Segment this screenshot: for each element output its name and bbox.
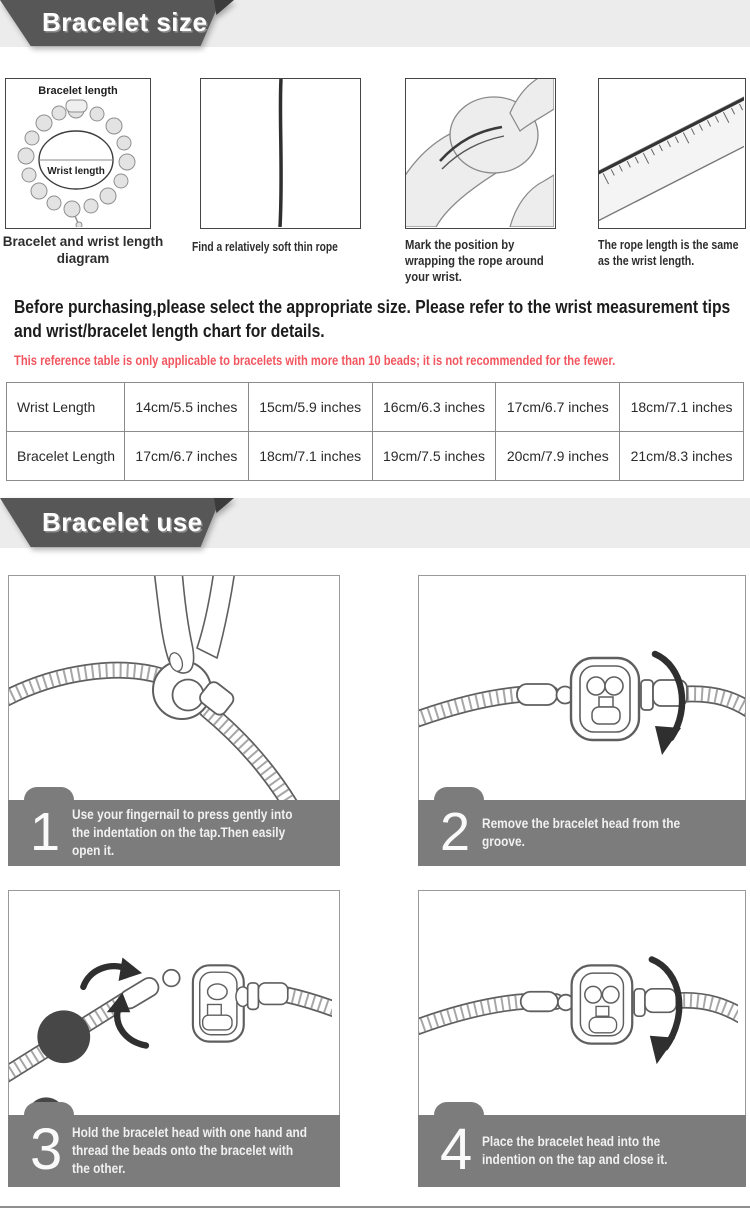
wrist-value: 14cm/5.5 inches <box>125 383 249 432</box>
step1-number-bump <box>24 787 74 800</box>
figure-wrist-wrap <box>405 78 556 229</box>
bracelet-size-banner <box>0 0 236 46</box>
bracelet-length-label: Bracelet length <box>38 85 118 97</box>
banner-ribbon-fold-icon <box>214 498 234 513</box>
wrist-length-header: Wrist Length <box>7 383 125 432</box>
bracelet-value: 21cm/8.3 inches <box>620 432 744 481</box>
bracelet-length-header: Bracelet Length <box>7 432 125 481</box>
step-panel-2 <box>418 575 746 866</box>
bracelet-value: 20cm/7.9 inches <box>496 432 620 481</box>
step2-illustration <box>419 576 745 800</box>
bracelet-value: 17cm/6.7 inches <box>125 432 249 481</box>
bracelet-use-banner <box>0 498 236 547</box>
wrist-length-label: Wrist length <box>47 166 105 177</box>
caption-rope: Find a relatively soft thin rope <box>192 240 338 254</box>
figure-rope <box>200 78 361 229</box>
step3-number: 3 <box>30 1116 63 1182</box>
step4-number: 4 <box>440 1116 473 1182</box>
size-table <box>6 382 744 481</box>
step4-text: Place the bracelet head into the indention on the tap and close it. <box>482 1133 668 1167</box>
step-panel-1 <box>8 575 340 866</box>
bracelet-use-title: Bracelet use <box>42 506 203 537</box>
step3-illustration <box>9 891 332 1115</box>
wrist-value: 16cm/6.3 inches <box>372 383 496 432</box>
table-row-bracelet <box>7 432 744 481</box>
bracelet-value: 18cm/7.1 inches <box>248 432 372 481</box>
caption-ruler: The rope length is the same as the wrist length. <box>598 238 739 268</box>
step3-caption-bar <box>8 1115 340 1187</box>
ruler-illustration <box>599 79 744 227</box>
wrist-wrap-illustration <box>406 79 554 227</box>
step2-number: 2 <box>440 801 471 862</box>
bracelet-diagram-illustration <box>6 79 149 227</box>
step-panel-4 <box>418 890 746 1187</box>
size-note-text: This reference table is only applicable to bracelets with more than 10 beads; it is not recommended for the fewer. <box>14 352 616 368</box>
step1-illustration <box>9 576 339 800</box>
wrist-value: 15cm/5.9 inches <box>248 383 372 432</box>
caption-bracelet-diagram: Bracelet and wrist length diagram <box>2 234 164 267</box>
figure-ruler <box>598 78 746 229</box>
caption-wrist-wrap: Mark the position by wrapping the rope around your wrist. <box>405 238 544 284</box>
bracelet-size-title: Bracelet size <box>42 6 208 37</box>
step4-number-bump <box>434 1102 484 1115</box>
step4-caption-bar <box>418 1115 746 1187</box>
step2-number-bump <box>434 787 484 800</box>
step3-text: Hold the bracelet head with one hand and thread the beads onto the bracelet with the other. <box>72 1124 307 1177</box>
wrist-value: 17cm/6.7 inches <box>496 383 620 432</box>
step-panel-3 <box>8 890 340 1187</box>
banner-ribbon-fold-icon <box>214 0 234 15</box>
wrist-value: 18cm/7.1 inches <box>620 383 744 432</box>
step1-number: 1 <box>30 801 61 862</box>
step4-illustration <box>419 891 738 1115</box>
step2-caption-bar <box>418 800 746 866</box>
step3-number-bump <box>24 1102 74 1115</box>
size-intro-text: Before purchasing,please select the appropriate size. Please refer to the wrist measurement tips and wrist/bracelet length chart for details. <box>14 297 731 342</box>
step1-caption-bar <box>8 800 340 866</box>
step1-text: Use your fingernail to press gently into the indentation on the tap.Then easily open it. <box>72 806 293 859</box>
bottom-divider <box>0 1206 750 1208</box>
rope-illustration <box>201 79 359 227</box>
figure-bracelet-diagram <box>5 78 151 229</box>
table-row-wrist <box>7 383 744 432</box>
step2-text: Remove the bracelet head from the groove. <box>482 815 681 849</box>
bracelet-value: 19cm/7.5 inches <box>372 432 496 481</box>
